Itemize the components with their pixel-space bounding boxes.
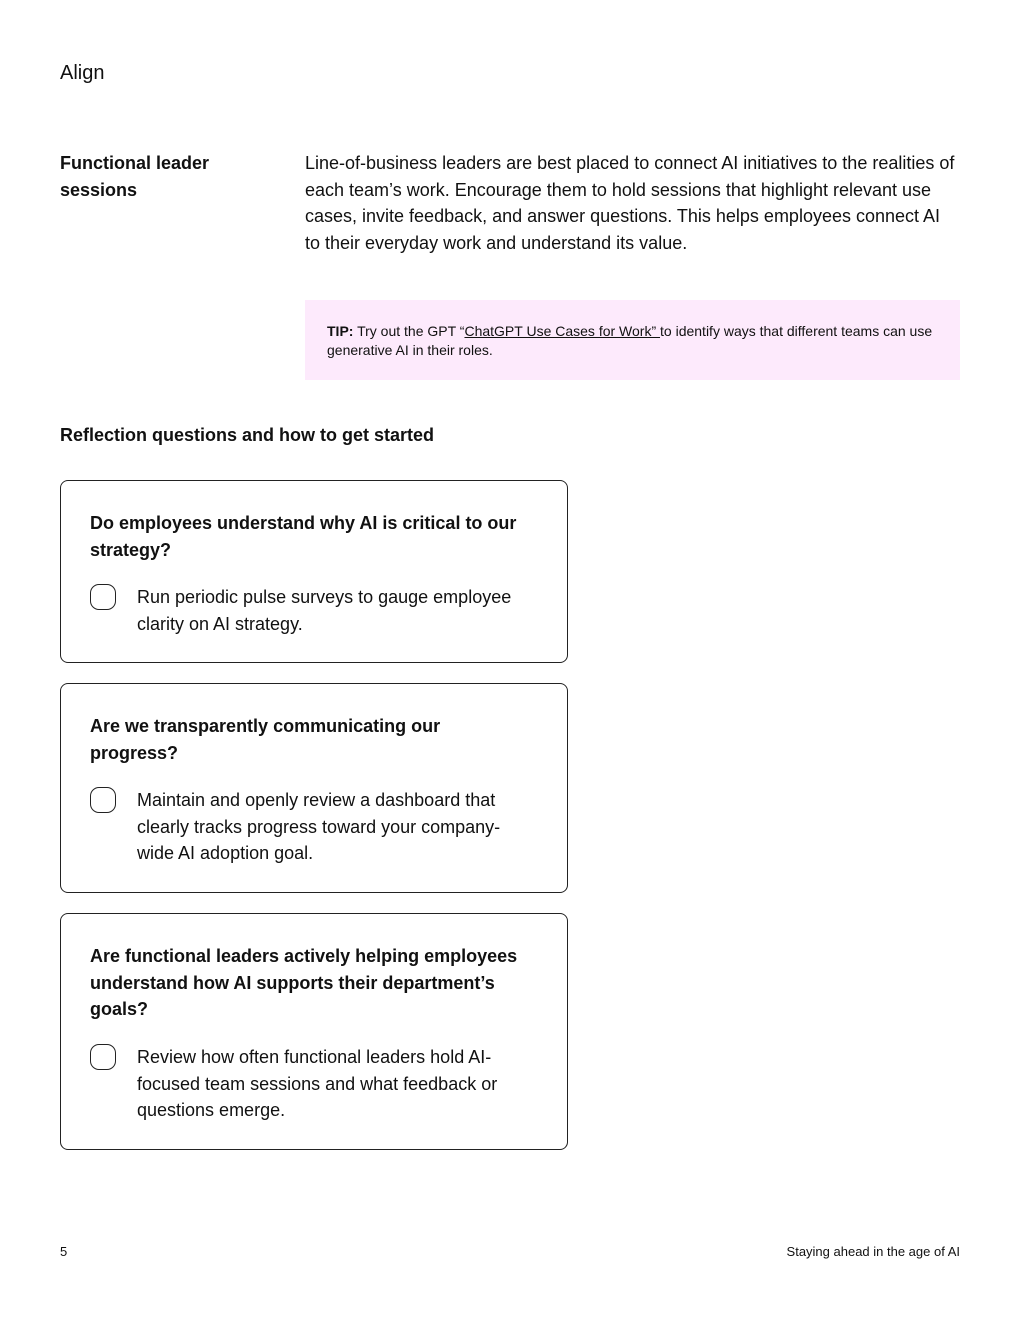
functional-leader-title: Functional leader sessions bbox=[60, 153, 210, 200]
reflection-question: Are we transparently communicating our progress? bbox=[90, 716, 441, 763]
tip-text-before: Try out the GPT “ bbox=[353, 323, 465, 339]
footer-doc-title: Staying ahead in the age of AI bbox=[786, 1244, 960, 1259]
checkbox[interactable] bbox=[90, 1044, 116, 1070]
reflection-card-2 bbox=[60, 683, 568, 893]
checkbox[interactable] bbox=[90, 584, 116, 610]
functional-leader-body: Line-of-business leaders are best placed to connect AI initiatives to the realities of each team’s work. Encourage them to hold sessions that highlight relevant use cases, invite feedback, and answer questions. This helps employees connect AI to their everyday work and understand its value. bbox=[305, 153, 955, 253]
checkbox[interactable] bbox=[90, 787, 116, 813]
reflection-action: Maintain and openly review a dashboard that clearly tracks progress toward your company-wide AI adoption goal. bbox=[137, 790, 501, 864]
reflection-heading: Reflection questions and how to get started bbox=[60, 425, 435, 445]
tip-label: TIP: bbox=[327, 323, 354, 339]
tip-gpt-link[interactable]: ChatGPT Use Cases for Work” bbox=[464, 323, 661, 339]
tip-box bbox=[305, 300, 960, 380]
reflection-question: Are functional leaders actively helping employees understand how AI supports their department’s goals? bbox=[90, 946, 518, 1020]
page-number: 5 bbox=[60, 1244, 68, 1259]
section-label: Align bbox=[60, 62, 105, 84]
reflection-card-1 bbox=[60, 480, 568, 663]
tip-text-after: to identify ways that different teams can use generative AI in their roles. bbox=[327, 323, 933, 358]
reflection-card-3 bbox=[60, 913, 568, 1150]
reflection-action: Run periodic pulse surveys to gauge employee clarity on AI strategy. bbox=[137, 587, 512, 634]
reflection-question: Do employees understand why AI is critical to our strategy? bbox=[90, 513, 517, 560]
reflection-action: Review how often functional leaders hold AI-focused team sessions and what feedback or questions emerge. bbox=[137, 1047, 498, 1121]
